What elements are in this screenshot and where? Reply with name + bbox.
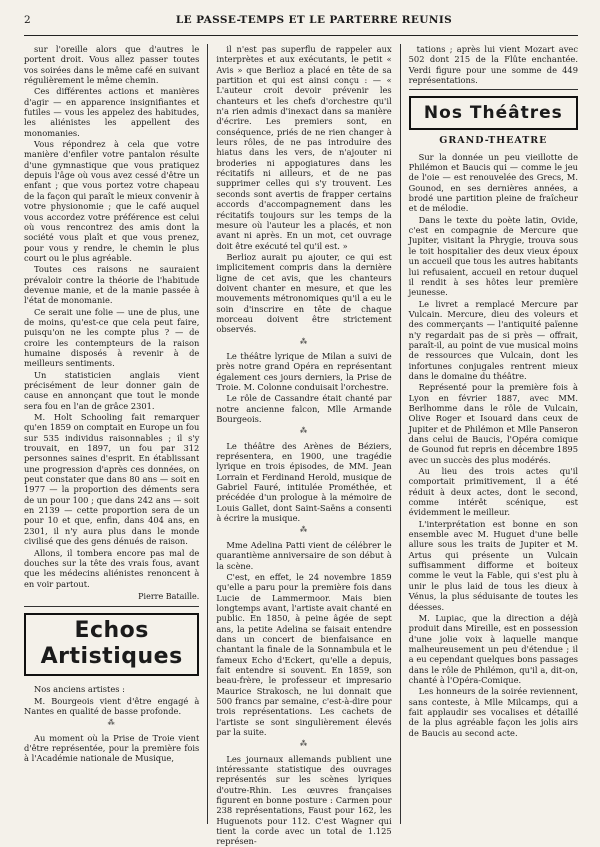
author-signature: Pierre Bataille. [138,591,200,601]
page-number: 2 [24,14,32,26]
asterism-separator: ⁂ [299,740,308,749]
paragraph: C'est, en effet, le 24 novembre 1859 qu'elle a paru pour la première fois dans Lucie de Lammermoor. Mais bien longtemps avant, l'artiste avait chanté en public. En 1850, à peine âgée de sept ans, la petite Adelina se faisait entendre dans un concert de bienfaisance en chantant la finale de la Sonnambula et le fameux Echo d'Eckert, qu'elle a depuis, fait entendre si souvent. En 1859, son beau-frère, le professeur et impresario Maurice Strakosch, ne lui donnait que 500 francs par semaine, c'est-à-dire pour trois représentations. Les cachets de l'artiste se sont singulièrement élevés par la suite. [216,571,392,737]
paragraph: Ce serait une folie — une de plus, une de moins, qu'est-ce que cela peut faire, puisqu'on ne les compte plus ? — de croire les contempteurs de la raison humaine disposés à revenir à de meilleurs sentiments. [24,306,200,369]
paragraph: Les honneurs de la soirée reviennent, sans conteste, à Mlle Milcamps, qui a fait applaudir ses vocalises et détaillé de la plus agréable façon les jolis airs de Baucis au second acte. [408,686,578,738]
divider [24,606,199,607]
paragraph: M. Lupiac, que la direction a déjà produit dans Mireille, est en possession d'une jolie voix à laquelle manque malheureusement un peu d'étendue ; il a eu cependant quelques bons passages dans le rôle de Philémon, qu'il a, dit-on, chanté à l'Opéra-Comique. [408,612,578,685]
paragraph: Ces différentes actions et manières d'agir — en apparence insignifiantes et futiles — vous les appelez des habitudes, les aliénistes les appellent des monomanies. [24,86,200,138]
paragraph: Dans le texte du poète latin, Ovide, c'est en compagnie de Mercure que Jupiter, visitant la Phrygie, trouva sous le toit hospitalier des deux vieux époux un accueil que tous les autres habitants lui refusaient, accueil en retour duquel il rendit à ses hôtes leur première jeunesse. [408,214,578,298]
asterism-separator: ⁂ [299,526,308,535]
paragraph: Au lieu des trois actes qu'il comportait primitivement, il a été réduit à deux actes, dont le second, comme intérêt scénique, est évidemment le meilleur. [408,466,578,518]
asterism-separator: ⁂ [299,427,308,436]
asterism-separator: ⁂ [107,719,116,728]
paragraph: Vous répondrez à cela que votre manière d'enfiler votre pantalon résulte d'une gymnastique que vous pratiquez depuis l'âge où vous avez cessé d'être un enfant ; que vous portez votre chapeau de la façon qui paraît le mieux convenir à votre physionomie ; que le café auquel vous accordez votre préférence est celui où vous rencontrez des amis dont la société vous plaît et que vous prenez, pour vous y rendre, le chemin le plus court ou le plus agréable. [24,139,200,263]
paragraph: tations ; après lui vient Mozart avec 502 dont 215 de la Flûte enchantée. Verdi figure pour une somme de 449 représentations. [408,44,578,86]
columns [24,44,578,847]
divider [409,89,578,90]
paragraph: Le rôle de Cassandre était chanté par notre ancienne falcon, Mlle Armande Bourgeois. [216,393,392,425]
subheading-grand-theatre: GRAND-THEATRE [439,135,548,147]
paragraph: Le théâtre des Arènes de Béziers, représentera, en 1900, une tragédie lyrique en trois épisodes, de MM. Jean Lorrain et Ferdinand Herold, musique de Gabriel Fauré, intitulée Prométhée, et précédée d'un prologue à la mémoire de Louis Gallet, dont Saint-Saëns a consenti à écrire la musique. [216,440,392,524]
paragraph: Allons, il tombera encore pas mal de douches sur la tête des vrais fous, avant que les médecins aliénistes renoncent à en voir partout. [24,547,200,589]
section-title-theatres: Nos Théâtres [409,96,578,130]
paragraph: Mme Adelina Patti vient de célébrer le quarantième anniversaire de son début à la scène. [216,539,392,571]
paragraph: sur l'oreille alors que d'autres le portent droit. Vous allez passer toutes vos soirées dans le même café en suivant régulièrement le même chemin. [24,44,200,86]
paragraph: M. Bourgeois vient d'être engagé à Nantes en qualité de basse profonde. [24,695,200,716]
paragraph: Berlioz aurait pu ajouter, ce qui est implicitement compris dans la dernière ligne de cet avis, que les chanteurs doivent chanter en mesure, et que les mouvements métronomiques qu'il a eu le soin d'inscrire en tête de chaque morceau doivent être strictement observés. [216,251,392,335]
column-3 [401,44,578,824]
asterism-separator: ⁂ [299,337,308,346]
paragraph: Le théâtre lyrique de Milan a suivi de près notre grand Opéra en représentant également ces jours derniers, la Prise de Troie. M. Colonne conduisait l'orchestre. [216,350,392,392]
page-header [24,14,578,36]
column-1 [24,44,208,824]
paragraph: L'interprétation est bonne en son ensemble avec M. Huguet d'une belle allure sous les traits de Jupiter et M. Artus qui présente un Vulcain suffisamment difforme et boiteux comme le veut la Fable, qui s'est plu à unir le plus laid de tous les dieux à Vénus, la plus séduisante de toutes les déesses. [408,518,578,612]
paragraph: Le livret a remplacé Mercure par Vulcain. Mercure, dieu des voleurs et des commerçants — l'antiquité païenne n'y regardait pas de si près — offrait, paraît-il, au point de vue musical moins de ressources que Vulcain, dont les infortunes conjugales rentrent mieux dans le domaine du théâtre. [408,298,578,381]
paragraph: Représenté pour la première fois à Lyon en février 1887, avec MM. Berlhomme dans le rôle de Vulcain, Olive Roger et Isouard dans ceux de Jupiter et de Philémon et Mlle Panseron dans celui de Baucis, l'Opéra comique de Gounod fut repris en décembre 1895 avec un succès des plus modérés. [408,382,578,465]
column-2 [208,44,400,847]
paragraph: Au moment où la Prise de Troie vient d'être représentée, pour la première fois à l'Académie nationale de Musique, [24,732,200,764]
paragraph: Nos anciens artistes : [34,684,125,695]
continued-text [409,44,578,85]
paragraph: Toutes ces raisons ne sauraient prévaloir contre la théorie de l'habitude devenue manie, et de la manie passée à l'état de monomanie. [24,264,200,306]
publication-title: LE PASSE-TEMPS ET LE PARTERRE REUNIS [175,14,453,26]
paragraph: M. Holt Schooling fait remarquer qu'en 1859 on comptait en Europe un fou sur 535 individus raisonnables ; il s'y trouvait, en 1897, un fou par 312 personnes saines d'esprit. En établissant une progression d'après ces données, on peut constater que dans 80 ans — soit en 1977 — la proportion des déments sera de un pour 100 ; que dans 242 ans — soit en 2139 — cette proportion sera de un pour 10 et que, enfin, dans 404 ans, en 2301, il n'y aura plus dans le monde civilisé que des gens dénués de raison. [24,412,200,547]
paragraph: Les journaux allemands publient une intéressante statistique des ouvrages représentés sur les scènes lyriques d'outre-Rhin. Les œuvres françaises figurent en bonne posture : Carmen pour 238 représentations, Faust pour 162, les Huguenots pour 112. C'est Wagner qui tient la corde avec un total de 1.125 représen- [216,753,392,847]
section-title-echos: Echos Artistiques [24,613,199,676]
paragraph: Sur la donnée un peu vieillotte de Philémon et Baucis qui — comme le jeu de l'oie — est renouvelée des Grecs, M. Gounod, en ses dernières années, a brodé une partition pleine de fraîcheur et de mélodie. [408,151,578,214]
paragraph: il n'est pas superflu de rappeler aux interprètes et aux exécutants, le petit « Avis » que Berlioz a placé en tête de sa partition et qui est ainsi conçu : — « L'auteur croit devoir prévenir les chanteurs et les chefs d'orchestre qu'il n'a rien admis d'inexact dans sa manière d'écrire. Les premiers sont, en conséquence, priés de ne rien changer à leurs rôles, de ne pas introduire des hiatus dans les vers, de n'ajouter ni broderies ni appogiatures dans les récitatifs ni ailleurs, et de ne pas supprimer celles qui s'y trouvent. Les seconds sont avertis de frapper certains accords d'accompagnement dans les récitatifs toujours sur les temps de la mesure où l'auteur les a placés, et non avant ni après. En un mot, cet ouvrage doit être exécuté tel qu'il est. » [216,44,392,251]
paragraph: Un statisticien anglais vient précisément de leur donner gain de cause en annonçant que tout le monde sera fou en l'an de grâce 2301. [24,369,200,411]
